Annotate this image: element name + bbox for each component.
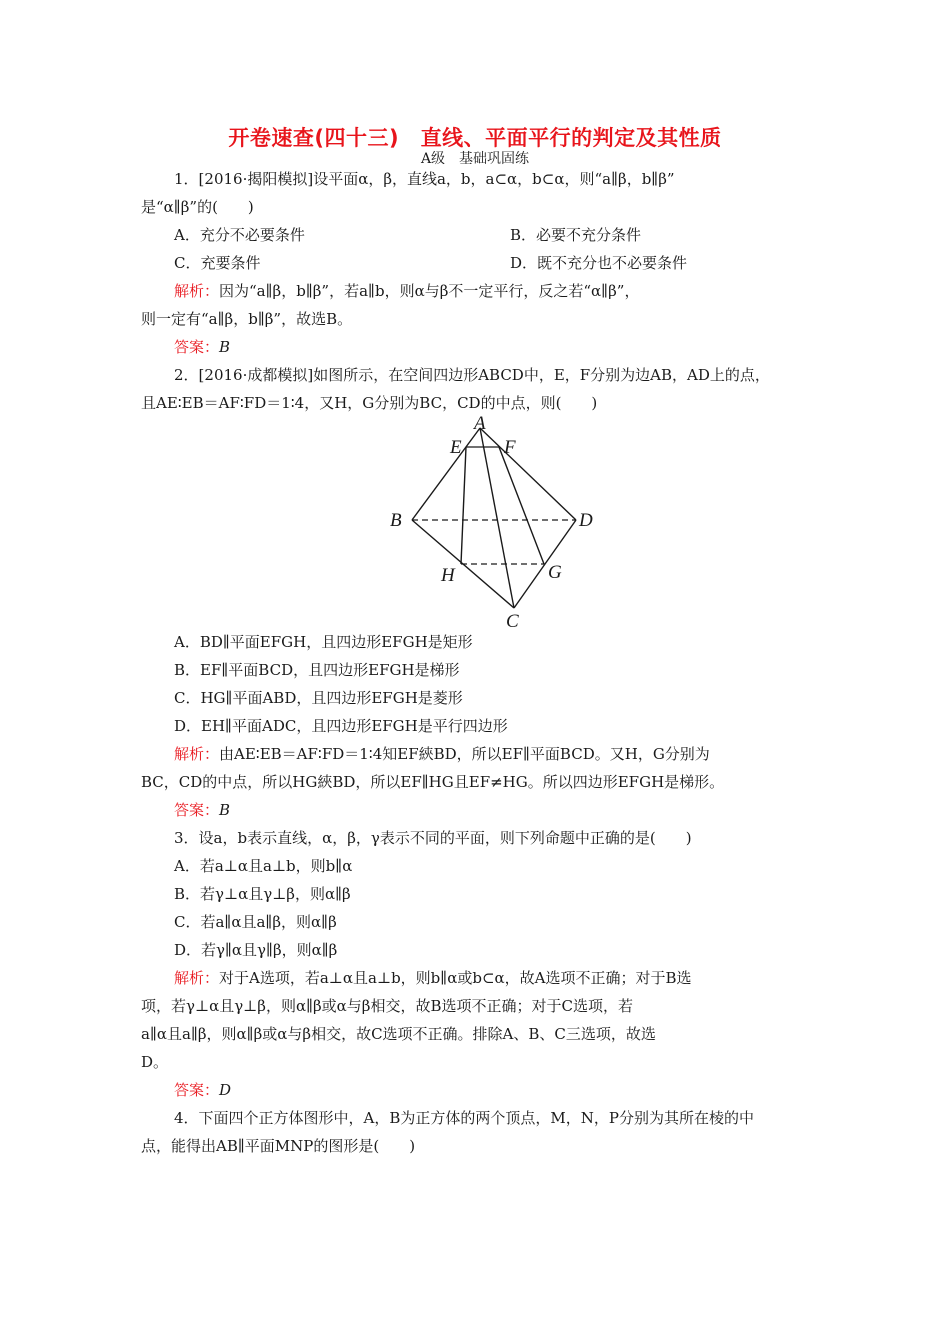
label-c: C (506, 611, 519, 632)
q1-option-b: B．必要不充分条件 (510, 226, 642, 244)
q2-analysis-line-2: BC，CD的中点，所以HG綊BD，所以EF∥HG且EF≠HG。所以四边形EFGH是梯形。 (141, 773, 725, 791)
q1-option-c: C．充要条件 (174, 254, 261, 272)
section-subtitle: A级 基础巩固练 (420, 151, 530, 167)
q3-answer-label: 答案： (174, 1081, 220, 1099)
label-a: A (474, 415, 486, 434)
q1-answer-label: 答案： (174, 338, 220, 356)
label-f: F (504, 437, 516, 458)
q3-option-d: D．若γ∥α且γ∥β，则α∥β (174, 941, 338, 959)
q1-analysis-line-2: 则一定有“a∥β，b∥β”，故选B。 (141, 310, 353, 328)
q2-analysis-line-1 (174, 744, 710, 764)
q3-option-b: B．若γ⊥α且γ⊥β，则α∥β (174, 885, 351, 903)
label-b: B (390, 510, 402, 531)
q2-option-c: C．HG∥平面ABD，且四边形EFGH是菱形 (174, 689, 463, 707)
q1-option-a: A．充分不必要条件 (174, 226, 305, 244)
q1-analysis-label: 解析： (174, 282, 220, 300)
q1-analysis-text: 因为“a∥β，b∥β”，若a∥b，则α与β不一定平行，反之若“α∥β”， (219, 282, 640, 300)
q2-option-a: A．BD∥平面EFGH，且四边形EFGH是矩形 (174, 633, 473, 651)
label-h: H (441, 565, 455, 586)
q1-stem-line-2: 是“α∥β”的( ) (141, 198, 254, 216)
label-e: E (450, 437, 462, 458)
q3-analysis-line-3: a∥α且a∥β，则α∥β或α与β相交，故C选项不正确。排除A、B、C三选项，故选 (141, 1025, 656, 1043)
q1-option-d: D．既不充分也不必要条件 (510, 254, 688, 272)
segment-fg (499, 447, 544, 564)
q2-stem-line-1: 2．[2016·成都模拟]如图所示，在空间四边形ABCD中，E，F分别为边AB，AD上的点， (174, 366, 770, 384)
tetrahedron-figure (380, 415, 610, 635)
q3-option-a: A．若a⊥α且a⊥b，则b∥α (174, 857, 353, 875)
q1-answer (174, 337, 230, 357)
label-g: G (548, 562, 562, 583)
q1-stem-line-1: 1．[2016·揭阳模拟]设平面α，β，直线a，b，a⊂α，b⊂α，则“a∥β，b∥β” (174, 170, 675, 188)
page-title: 开卷速查(四十三) 直线、平面平行的判定及其性质 (228, 126, 722, 150)
edge-ab (412, 428, 480, 520)
q3-option-c: C．若a∥α且a∥β，则α∥β (174, 913, 337, 931)
q2-analysis-text: 由AE∶EB＝AF∶FD＝1∶4知EF綊BD，所以EF∥平面BCD。又H，G分别为 (219, 745, 710, 763)
q1-answer-value: B (219, 338, 231, 356)
q3-analysis-line-4: D。 (141, 1053, 169, 1071)
q2-answer-label: 答案： (174, 801, 220, 819)
q3-analysis-line-2: 项，若γ⊥α且γ⊥β，则α∥β或α与β相交，故B选项不正确；对于C选项，若 (141, 997, 633, 1015)
q4-stem-line-1: 4．下面四个正方体图形中，A，B为正方体的两个顶点，M，N，P分别为其所在棱的中 (174, 1109, 754, 1127)
q3-analysis-text: 对于A选项，若a⊥α且a⊥b，则b∥α或b⊂α，故A选项不正确；对于B选 (219, 969, 692, 987)
q2-option-d: D．EH∥平面ADC，且四边形EFGH是平行四边形 (174, 717, 508, 735)
q3-answer-value: D (219, 1081, 232, 1099)
segment-eh (461, 447, 466, 564)
q3-analysis-line-1 (174, 968, 692, 988)
q4-stem-line-2: 点，能得出AB∥平面MNP的图形是( ) (141, 1137, 416, 1155)
q2-option-b: B．EF∥平面BCD，且四边形EFGH是梯形 (174, 661, 460, 679)
label-d: D (579, 510, 593, 531)
q2-analysis-label: 解析： (174, 745, 220, 763)
q2-answer-value: B (219, 801, 231, 819)
q3-analysis-label: 解析： (174, 969, 220, 987)
q3-answer (174, 1080, 231, 1100)
q3-stem: 3．设a，b表示直线，α，β，γ表示不同的平面，则下列命题中正确的是( ) (174, 829, 692, 847)
q2-answer (174, 800, 230, 820)
q2-stem-line-2: 且AE∶EB＝AF∶FD＝1∶4，又H，G分别为BC，CD的中点，则( ) (141, 394, 598, 412)
q1-analysis-line-1 (174, 281, 639, 301)
